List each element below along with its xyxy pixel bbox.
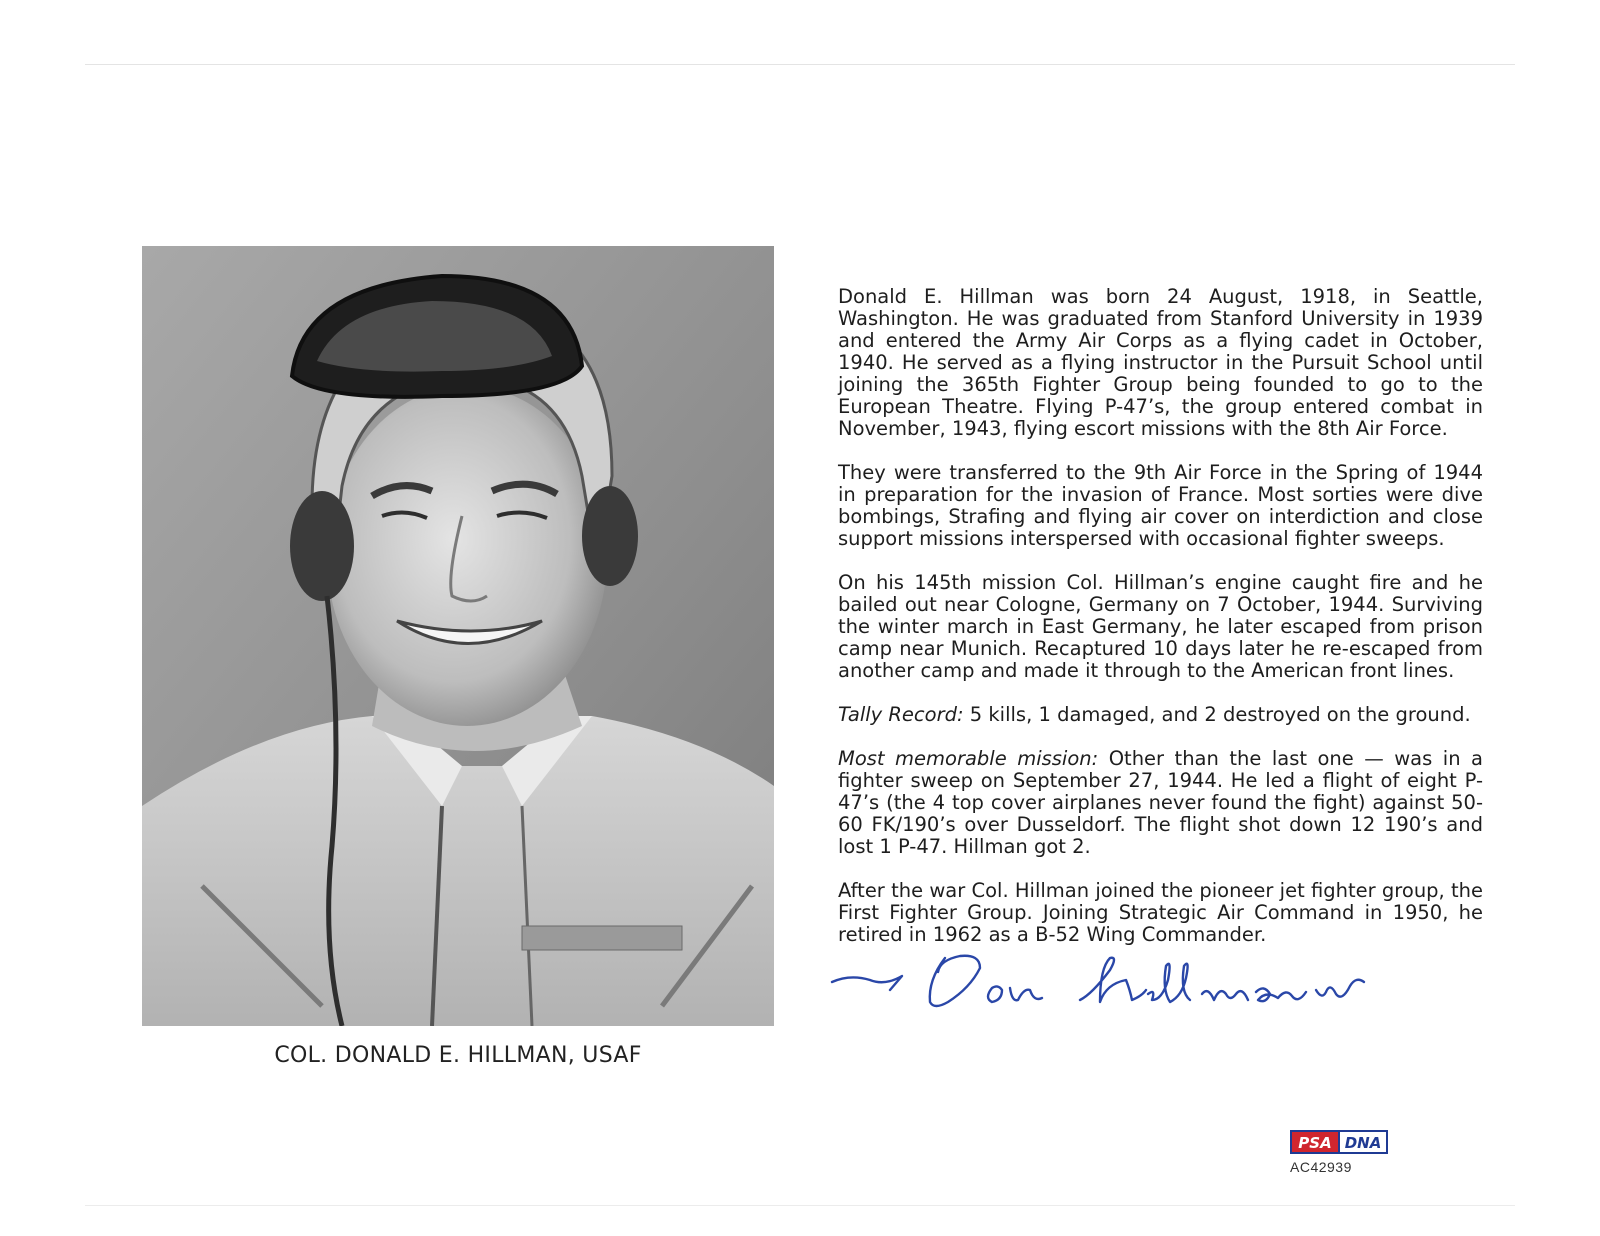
psa-dna-logo bbox=[1290, 1130, 1388, 1154]
bio-paragraph-birth: Donald E. Hillman was born 24 August, 1918, in Seattle, Washington. He was graduated from Stanford University in 1939 and entered the Army Air Corps as a flying cadet in October, 1940. He served as a flying instructor in the Pursuit School until joining the 365th Fighter Group being founded to go to the European Theatre. Flying P-47’s, the group entered combat in November, 1943, flying escort missions with the 8th Air Force. bbox=[838, 285, 1483, 440]
bio-paragraph-capture: On his 145th mission Col. Hillman’s engine caught fire and he bailed out near Cologne, Germany on 7 October, 1944. Surviving the winter march in East Germany, he later escaped from prison camp near Munich. Recaptured 10 days later he re-escaped from another camp and made it through to the American front lines. bbox=[838, 571, 1483, 682]
bio-paragraph-tally bbox=[838, 704, 1483, 726]
tally-text: 5 kills, 1 damaged, and 2 destroyed on the ground. bbox=[963, 703, 1471, 726]
mission-label: Most memorable mission: bbox=[838, 747, 1099, 770]
top-edge-line bbox=[85, 64, 1515, 65]
mission-text: Other than the last one — was in a fighter sweep on September 27, 1944. He led a flight of eight P-47’s (the 4 top cover airplanes never found the fight) against 50-60 FK/190’s over Dusseldorf. The flight shot down 12 190’s and lost 1 P-47. Hillman got 2. bbox=[838, 747, 1483, 858]
tally-label: Tally Record: bbox=[838, 703, 964, 726]
svg-text:DNA: DNA bbox=[1344, 1134, 1382, 1152]
portrait-photo bbox=[142, 246, 774, 1026]
bio-paragraph-postwar: After the war Col. Hillman joined the pioneer jet fighter group, the First Fighter Group. Joining Strategic Air Command in 1950, he retired in 1962 as a B-52 Wing Commander. bbox=[838, 879, 1483, 946]
authentication-code: AC42939 bbox=[1290, 1159, 1352, 1175]
bio-paragraph-ninth-air-force: They were transferred to the 9th Air Force in the Spring of 1944 in preparation for the invasion of France. Most sorties were dive bombings, Strafing and flying air cover on interdiction and close support missions interspersed with occasional fighter sweeps. bbox=[838, 461, 1483, 550]
autograph-signature bbox=[830, 950, 1390, 1020]
photo-caption: COL. DONALD E. HILLMAN, USAF bbox=[274, 1043, 642, 1068]
svg-text:PSA: PSA bbox=[1298, 1134, 1332, 1152]
bio-paragraph-mission bbox=[838, 748, 1483, 858]
bottom-edge-line bbox=[85, 1205, 1515, 1206]
biography-text bbox=[838, 286, 1483, 968]
